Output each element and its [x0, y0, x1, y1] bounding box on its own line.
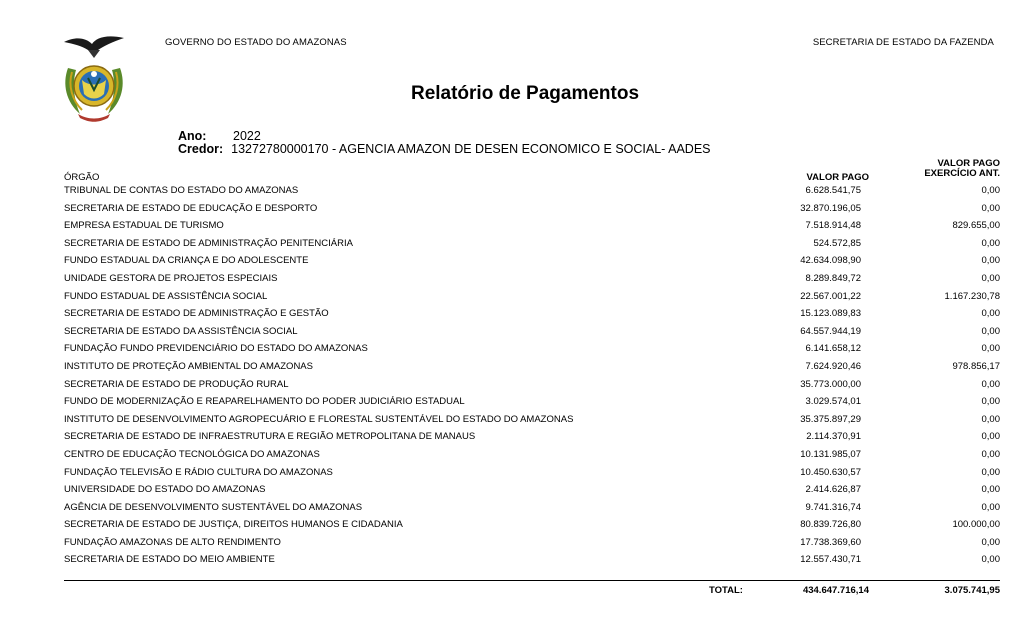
valor-anterior-cell: 0,00 [981, 237, 1000, 249]
valor-anterior-cell: 0,00 [981, 308, 1000, 320]
orgao-cell: SECRETARIA DE ESTADO DE EDUCAÇÃO E DESPORTO [64, 202, 318, 214]
valor-pago-cell: 6.628.541,75 [805, 185, 861, 196]
table-row [64, 185, 1000, 203]
column-header-orgao: ÓRGÃO [64, 172, 100, 183]
secretariat-name: SECRETARIA DE ESTADO DA FAZENDA [812, 37, 994, 48]
orgao-cell: INSTITUTO DE DESENVOLVIMENTO AGROPECUÁRIO E FLORESTAL SUSTENTÁVEL DO ESTADO DO AMAZONAS [64, 413, 574, 425]
valor-anterior-cell: 0,00 [981, 185, 1000, 196]
valor-anterior-cell: 829.655,00 [952, 220, 1000, 232]
table-row [64, 273, 1000, 291]
table-row [64, 343, 1000, 361]
table-row [64, 203, 1000, 221]
orgao-cell: FUNDO DE MODERNIZAÇÃO E REAPARELHAMENTO DO PODER JUDICIÁRIO ESTADUAL [64, 396, 465, 408]
credor-value: 13272780000170 - AGENCIA AMAZON DE DESEN ECONOMICO E SOCIAL- AADES [231, 142, 711, 156]
valor-pago-cell: 10.131.985,07 [800, 448, 861, 460]
credor-line [178, 143, 711, 156]
orgao-cell: FUNDO ESTADUAL DE ASSISTÊNCIA SOCIAL [64, 290, 268, 302]
valor-pago-cell: 35.375.897,29 [800, 413, 861, 425]
orgao-cell: TRIBUNAL DE CONTAS DO ESTADO DO AMAZONAS [64, 185, 299, 196]
total-valor-anterior: 3.075.741,95 [944, 585, 1000, 596]
valor-pago-cell: 15.123.089,83 [800, 308, 861, 320]
valor-pago-cell: 10.450.630,57 [800, 466, 861, 478]
table-row [64, 431, 1000, 449]
valor-pago-cell: 3.029.574,01 [805, 396, 861, 408]
orgao-cell: AGÊNCIA DE DESENVOLVIMENTO SUSTENTÁVEL DO AMAZONAS [64, 501, 363, 513]
table-row [64, 502, 1000, 520]
valor-pago-cell: 2.114.370,91 [806, 431, 861, 443]
credor-label: Credor: [178, 142, 224, 156]
table-row [64, 255, 1000, 273]
table-row [64, 361, 1000, 379]
valor-pago-cell: 7.518.914,48 [805, 220, 861, 232]
ano-value: 2022 [233, 129, 261, 143]
table-row [64, 379, 1000, 397]
column-header-anterior-line1: VALOR PAGO [937, 158, 1000, 169]
valor-pago-cell: 6.141.658,12 [805, 343, 861, 355]
valor-anterior-cell: 0,00 [981, 343, 1000, 355]
orgao-cell: UNIVERSIDADE DO ESTADO DO AMAZONAS [64, 484, 266, 496]
column-header-valor-pago-anterior [924, 159, 1000, 179]
valor-pago-cell: 12.557.430,71 [800, 554, 861, 566]
orgao-cell: SECRETARIA DE ESTADO DE PRODUÇÃO RURAL [64, 378, 289, 390]
table-row [64, 537, 1000, 555]
orgao-cell: FUNDAÇÃO AMAZONAS DE ALTO RENDIMENTO [64, 536, 281, 548]
orgao-cell: SECRETARIA DE ESTADO DE ADMINISTRAÇÃO E GESTÃO [64, 308, 329, 320]
valor-anterior-cell: 0,00 [981, 448, 1000, 460]
valor-pago-cell: 35.773.000,00 [800, 378, 861, 390]
valor-anterior-cell: 0,00 [981, 431, 1000, 443]
valor-pago-cell: 7.624.920,46 [805, 360, 861, 372]
orgao-cell: EMPRESA ESTADUAL DE TURISMO [64, 220, 224, 232]
table-row [64, 449, 1000, 467]
orgao-cell: UNIDADE GESTORA DE PROJETOS ESPECIAIS [64, 272, 278, 284]
valor-anterior-cell: 0,00 [981, 202, 1000, 214]
valor-pago-cell: 2.414.626,87 [805, 484, 861, 496]
valor-pago-cell: 64.557.944,19 [800, 325, 861, 337]
valor-anterior-cell: 0,00 [981, 554, 1000, 566]
table-row [64, 414, 1000, 432]
column-header-anterior-line2: EXERCÍCIO ANT. [924, 168, 1000, 179]
orgao-cell: INSTITUTO DE PROTEÇÃO AMBIENTAL DO AMAZONAS [64, 360, 313, 372]
valor-anterior-cell: 0,00 [981, 466, 1000, 478]
valor-pago-cell: 9.741.316,74 [805, 501, 861, 513]
orgao-cell: FUNDAÇÃO FUNDO PREVIDENCIÁRIO DO ESTADO DO AMAZONAS [64, 343, 368, 355]
orgao-cell: SECRETARIA DE ESTADO DA ASSISTÊNCIA SOCIAL [64, 325, 298, 337]
table-row [64, 467, 1000, 485]
table-row [64, 396, 1000, 414]
ano-label: Ano: [178, 129, 207, 143]
orgao-cell: FUNDO ESTADUAL DA CRIANÇA E DO ADOLESCENTE [64, 255, 309, 267]
orgao-cell: FUNDAÇÃO TELEVISÃO E RÁDIO CULTURA DO AMAZONAS [64, 466, 333, 478]
total-valor-pago: 434.647.716,14 [802, 585, 869, 596]
table-row [64, 291, 1000, 309]
valor-pago-cell: 17.738.369,60 [800, 536, 861, 548]
valor-pago-cell: 80.839.726,80 [800, 519, 861, 531]
valor-anterior-cell: 0,00 [981, 536, 1000, 548]
valor-anterior-cell: 100.000,00 [952, 519, 1000, 531]
valor-anterior-cell: 0,00 [981, 396, 1000, 408]
total-divider [64, 580, 1000, 581]
total-label: TOTAL: [709, 585, 743, 596]
valor-anterior-cell: 978.856,17 [952, 360, 1000, 372]
orgao-cell: SECRETARIA DE ESTADO DE ADMINISTRAÇÃO PENITENCIÁRIA [64, 237, 353, 249]
table-row [64, 484, 1000, 502]
report-title: Relatório de Pagamentos [410, 83, 640, 104]
table-row [64, 238, 1000, 256]
valor-pago-cell: 32.870.196,05 [800, 202, 861, 214]
table-row [64, 220, 1000, 238]
table-row [64, 326, 1000, 344]
valor-anterior-cell: 0,00 [981, 501, 1000, 513]
orgao-cell: SECRETARIA DE ESTADO DE INFRAESTRUTURA E REGIÃO METROPOLITANA DE MANAUS [64, 431, 476, 443]
payments-table-body [64, 185, 1000, 572]
table-row [64, 308, 1000, 326]
valor-anterior-cell: 0,00 [981, 484, 1000, 496]
valor-anterior-cell: 0,00 [981, 272, 1000, 284]
valor-anterior-cell: 1.167.230,78 [944, 290, 1000, 302]
valor-pago-cell: 42.634.098,90 [800, 255, 861, 267]
orgao-cell: SECRETARIA DE ESTADO DE JUSTIÇA, DIREITOS HUMANOS E CIDADANIA [64, 519, 403, 531]
valor-pago-cell: 524.572,85 [813, 237, 861, 249]
orgao-cell: SECRETARIA DE ESTADO DO MEIO AMBIENTE [64, 554, 275, 566]
valor-pago-cell: 8.289.849,72 [805, 272, 861, 284]
valor-anterior-cell: 0,00 [981, 413, 1000, 425]
amazonas-coat-of-arms-icon [58, 28, 130, 124]
table-row [64, 519, 1000, 537]
valor-anterior-cell: 0,00 [981, 325, 1000, 337]
government-name: GOVERNO DO ESTADO DO AMAZONAS [165, 37, 347, 48]
column-header-valor-pago: VALOR PAGO [806, 172, 869, 183]
orgao-cell: CENTRO DE EDUCAÇÃO TECNOLÓGICA DO AMAZONAS [64, 448, 320, 460]
valor-anterior-cell: 0,00 [981, 378, 1000, 390]
table-row [64, 554, 1000, 572]
valor-pago-cell: 22.567.001,22 [800, 290, 861, 302]
valor-anterior-cell: 0,00 [981, 255, 1000, 267]
